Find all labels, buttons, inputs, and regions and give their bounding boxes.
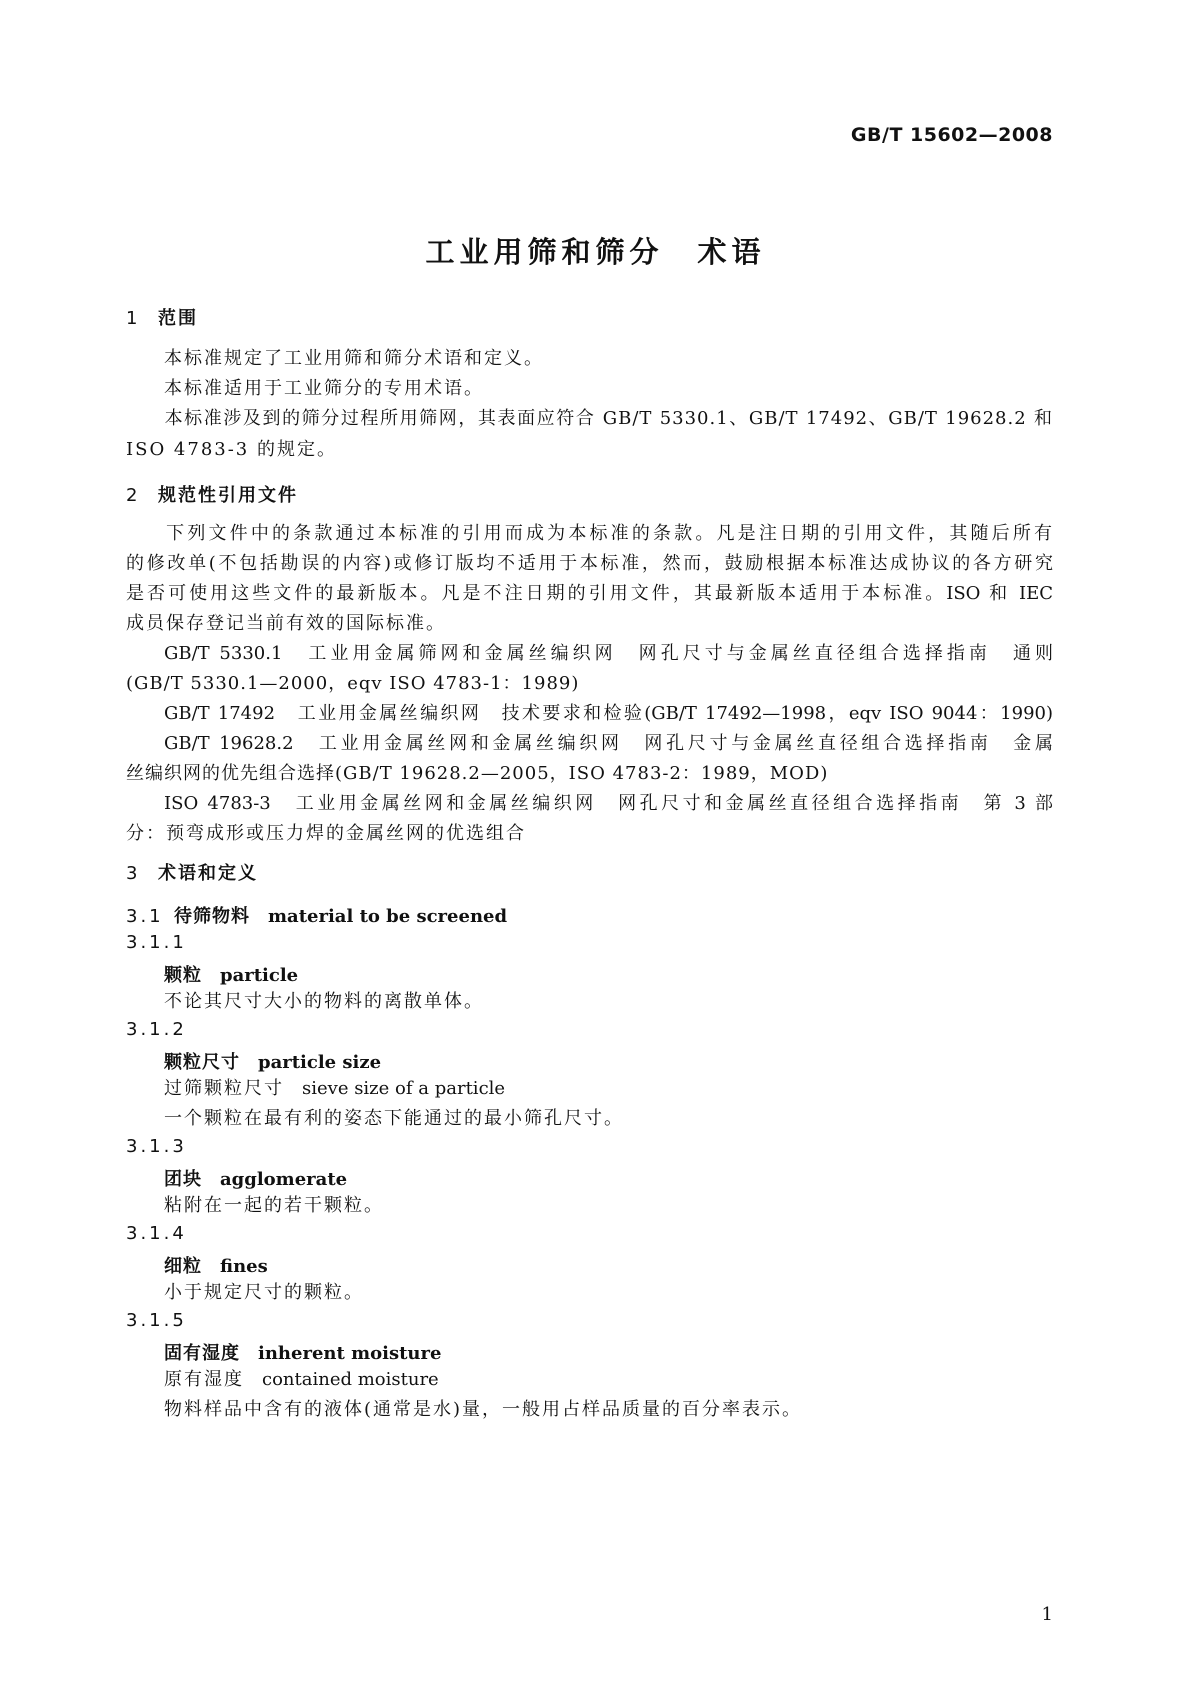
- section-3-number: 3: [126, 863, 140, 884]
- reference-gbt19628-line-2: 丝编织网的优先组合选择(GB/T 19628.2—2005，ISO 4783-2：1989，MOD): [126, 763, 829, 784]
- term-synonym: [164, 1364, 439, 1396]
- scope-paragraph-1: 本标准规定了工业用筛和筛分术语和定义。: [164, 348, 544, 369]
- subsection-3-1-en: material to be screened: [268, 906, 508, 927]
- term-heading: [164, 1048, 381, 1074]
- term-definition: 不论其尺寸大小的物料的离散单体。: [164, 991, 484, 1012]
- scope-paragraph-3-line-1: 本标准涉及到的筛分过程所用筛网，其表面应符合 GB/T 5330.1、GB/T 17492、GB/T 19628.2 和: [164, 408, 1053, 429]
- section-3-heading: [126, 859, 258, 885]
- section-2-title: 规范性引用文件: [158, 485, 298, 506]
- section-1-heading: [126, 304, 198, 330]
- term-zh: 颗粒尺寸: [164, 1052, 240, 1073]
- scope-paragraph-2: 本标准适用于工业筛分的专用术语。: [164, 378, 484, 399]
- reference-iso4783-line-2: 分：预弯成形或压力焊的金属丝网的优选组合: [126, 823, 526, 844]
- reference-iso4783-line-1: ISO 4783-3 工业用金属丝网和金属丝编织网 网孔尺寸和金属丝直径组合选择指南 第 3 部: [164, 793, 1053, 814]
- term-definition: 一个颗粒在最有利的姿态下能通过的最小筛孔尺寸。: [164, 1108, 624, 1129]
- term-definition: 小于规定尺寸的颗粒。: [164, 1282, 364, 1303]
- term-number: 3.1.3: [126, 1136, 187, 1157]
- term-number: 3.1.2: [126, 1019, 187, 1040]
- term-number: 3.1.5: [126, 1310, 187, 1331]
- term-zh: 固有湿度: [164, 1343, 240, 1364]
- term-en: particle size: [258, 1052, 382, 1073]
- term-synonym: [164, 1073, 505, 1105]
- standard-code: GB/T 15602—2008: [850, 124, 1053, 146]
- normative-intro-line-3: 是否可使用这些文件的最新版本。凡是不注日期的引用文件，其最新版本适用于本标准。ISO 和 IEC: [126, 583, 1053, 604]
- synonym-zh: 原有湿度: [164, 1369, 244, 1390]
- term-zh: 细粒: [164, 1256, 202, 1277]
- term-heading: [164, 1252, 268, 1278]
- synonym-en: sieve size of a particle: [302, 1078, 506, 1099]
- subsection-3-1-zh: 待筛物料: [174, 906, 250, 927]
- reference-gbt19628-line-1: GB/T 19628.2 工业用金属丝网和金属丝编织网 网孔尺寸与金属丝直径组合选择指南 金属: [164, 733, 1053, 754]
- term-definition: 物料样品中含有的液体(通常是水)量，一般用占样品质量的百分率表示。: [164, 1399, 803, 1420]
- term-en: fines: [220, 1256, 268, 1277]
- term-heading: [164, 1165, 347, 1191]
- term-en: particle: [220, 965, 299, 986]
- reference-gbt5330-line-2: (GB/T 5330.1—2000，eqv ISO 4783-1：1989): [126, 673, 580, 694]
- section-3-title: 术语和定义: [158, 863, 258, 884]
- term-en: inherent moisture: [258, 1343, 442, 1364]
- normative-intro-line-2: 的修改单(不包括勘误的内容)或修订版均不适用于本标准，然而，鼓励根据本标准达成协议的各方研究: [126, 553, 1053, 574]
- reference-gbt5330-line-1: GB/T 5330.1 工业用金属筛网和金属丝编织网 网孔尺寸与金属丝直径组合选择指南 通则: [164, 643, 1053, 664]
- normative-intro-line-1: 下列文件中的条款通过本标准的引用而成为本标准的条款。凡是注日期的引用文件，其随后所有: [164, 523, 1053, 544]
- term-heading: [164, 1339, 441, 1365]
- term-heading: [164, 961, 298, 987]
- term-definition: 粘附在一起的若干颗粒。: [164, 1195, 384, 1216]
- term-zh: 团块: [164, 1169, 202, 1190]
- section-1-number: 1: [126, 308, 140, 329]
- page-number: 1: [1041, 1604, 1053, 1625]
- reference-gbt17492: GB/T 17492 工业用金属丝编织网 技术要求和检验(GB/T 17492—1998，eqv ISO 9044：1990): [164, 703, 1053, 724]
- term-number: 3.1.4: [126, 1223, 187, 1244]
- term-zh: 颗粒: [164, 965, 202, 986]
- term-number: 3.1.1: [126, 932, 187, 953]
- document-title: 工业用筛和筛分 术语: [425, 235, 766, 269]
- subsection-3-1-number: 3.1: [126, 906, 164, 927]
- section-2-number: 2: [126, 485, 140, 506]
- section-2-heading: [126, 481, 298, 507]
- synonym-en: contained moisture: [262, 1369, 439, 1390]
- term-en: agglomerate: [220, 1169, 348, 1190]
- scope-paragraph-3-line-2: ISO 4783-3 的规定。: [126, 439, 337, 460]
- normative-intro-line-4: 成员保存登记当前有效的国际标准。: [126, 613, 446, 634]
- synonym-zh: 过筛颗粒尺寸: [164, 1078, 284, 1099]
- subsection-3-1: [126, 902, 507, 928]
- section-1-title: 范围: [158, 308, 198, 329]
